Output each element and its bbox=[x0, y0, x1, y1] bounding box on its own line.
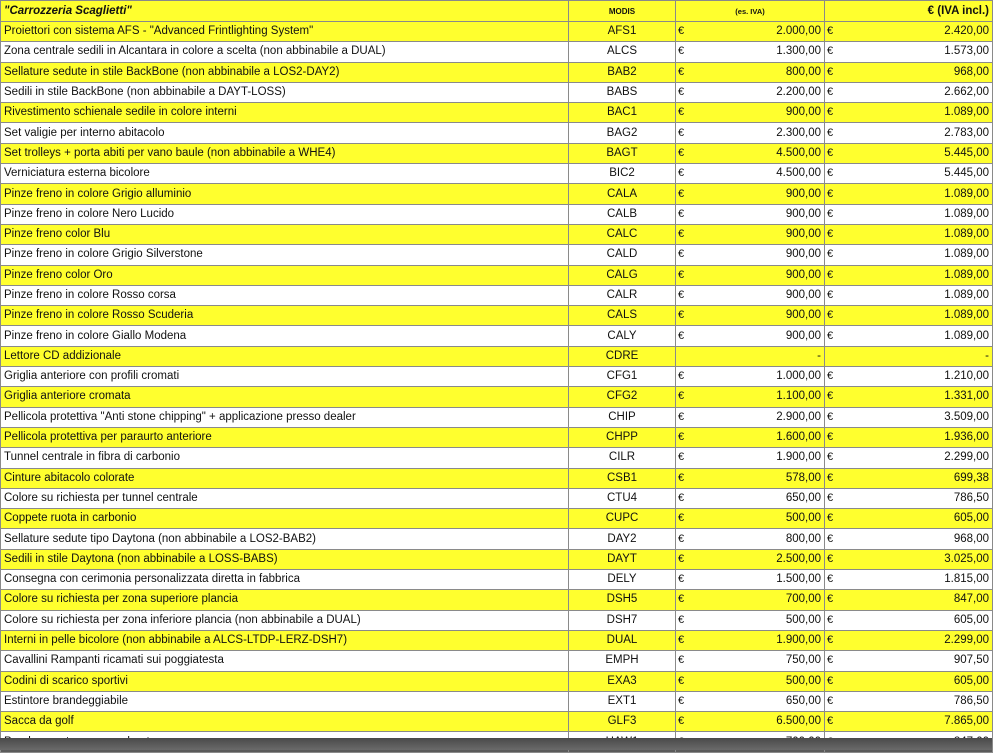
currency-symbol-net: € bbox=[676, 509, 688, 529]
price-gross: 1.089,00 bbox=[837, 306, 993, 326]
option-code: DELY bbox=[569, 570, 676, 590]
table-title: "Carrozzeria Scaglietti" bbox=[1, 1, 569, 22]
price-net: 900,00 bbox=[688, 103, 825, 123]
currency-symbol-net: € bbox=[676, 529, 688, 549]
option-code: CSB1 bbox=[569, 468, 676, 488]
option-code: CILR bbox=[569, 448, 676, 468]
table-row bbox=[1, 62, 993, 82]
table-row bbox=[1, 468, 993, 488]
price-gross: 3.025,00 bbox=[837, 549, 993, 569]
price-gross: 968,00 bbox=[837, 62, 993, 82]
currency-symbol-net: € bbox=[676, 285, 688, 305]
option-code: DAY2 bbox=[569, 529, 676, 549]
option-description: Lettore CD addizionale bbox=[1, 346, 569, 366]
price-net: 700,00 bbox=[688, 590, 825, 610]
table-row bbox=[1, 570, 993, 590]
table-row bbox=[1, 630, 993, 650]
option-description: Proiettori con sistema AFS - "Advanced Frintlighting System" bbox=[1, 22, 569, 42]
currency-symbol-net: € bbox=[676, 712, 688, 732]
currency-symbol-gross: € bbox=[825, 610, 837, 630]
currency-symbol-gross: € bbox=[825, 488, 837, 508]
table-row bbox=[1, 671, 993, 691]
column-header-price-net: (es. IVA) bbox=[676, 1, 825, 22]
currency-symbol-gross: € bbox=[825, 103, 837, 123]
currency-symbol-net: € bbox=[676, 184, 688, 204]
currency-symbol-gross: € bbox=[825, 42, 837, 62]
currency-symbol-net: € bbox=[676, 610, 688, 630]
price-net: 900,00 bbox=[688, 326, 825, 346]
option-code: BAG2 bbox=[569, 123, 676, 143]
price-gross: 847,00 bbox=[837, 590, 993, 610]
option-description: Pellicola protettiva "Anti stone chipping" + applicazione presso dealer bbox=[1, 407, 569, 427]
price-gross: 1.089,00 bbox=[837, 204, 993, 224]
currency-symbol-net: € bbox=[676, 488, 688, 508]
table-row bbox=[1, 103, 993, 123]
price-gross: 2.420,00 bbox=[837, 22, 993, 42]
price-gross: 1.089,00 bbox=[837, 326, 993, 346]
table-row bbox=[1, 143, 993, 163]
price-gross: 907,50 bbox=[837, 651, 993, 671]
option-description: Colore su richiesta per zona inferiore plancia (non abbinabile a DUAL) bbox=[1, 610, 569, 630]
price-net: - bbox=[688, 346, 825, 366]
price-net: 2.500,00 bbox=[688, 549, 825, 569]
currency-symbol-net: € bbox=[676, 387, 688, 407]
currency-symbol-gross: € bbox=[825, 164, 837, 184]
price-net: 500,00 bbox=[688, 671, 825, 691]
currency-symbol-gross: € bbox=[825, 407, 837, 427]
option-code: CALA bbox=[569, 184, 676, 204]
table-body bbox=[1, 22, 993, 753]
currency-symbol-net: € bbox=[676, 224, 688, 244]
price-net: 1.600,00 bbox=[688, 427, 825, 447]
price-gross: 1.089,00 bbox=[837, 224, 993, 244]
price-net: 1.300,00 bbox=[688, 42, 825, 62]
option-description: Tunnel centrale in fibra di carbonio bbox=[1, 448, 569, 468]
table-row bbox=[1, 285, 993, 305]
table-row bbox=[1, 346, 993, 366]
option-description: Pinze freno color Oro bbox=[1, 265, 569, 285]
table-row bbox=[1, 326, 993, 346]
currency-symbol-net: € bbox=[676, 651, 688, 671]
table-row bbox=[1, 123, 993, 143]
currency-symbol-gross: € bbox=[825, 570, 837, 590]
price-gross: 1.573,00 bbox=[837, 42, 993, 62]
table-row bbox=[1, 204, 993, 224]
currency-symbol-net: € bbox=[676, 42, 688, 62]
currency-symbol-gross: € bbox=[825, 590, 837, 610]
price-gross: 1.089,00 bbox=[837, 184, 993, 204]
currency-symbol-net: € bbox=[676, 103, 688, 123]
currency-symbol-gross: € bbox=[825, 630, 837, 650]
option-code: CALR bbox=[569, 285, 676, 305]
price-gross: 1.815,00 bbox=[837, 570, 993, 590]
option-code: BAGT bbox=[569, 143, 676, 163]
table-row bbox=[1, 427, 993, 447]
option-description: Pinze freno in colore Rosso Scuderia bbox=[1, 306, 569, 326]
option-description: Griglia anteriore con profili cromati bbox=[1, 367, 569, 387]
option-code: BAC1 bbox=[569, 103, 676, 123]
option-description: Codini di scarico sportivi bbox=[1, 671, 569, 691]
option-description: Consegna con cerimonia personalizzata diretta in fabbrica bbox=[1, 570, 569, 590]
currency-symbol-gross: € bbox=[825, 691, 837, 711]
option-description: Cavallini Rampanti ricamati sui poggiatesta bbox=[1, 651, 569, 671]
option-code: BIC2 bbox=[569, 164, 676, 184]
option-description: Cinture abitacolo colorate bbox=[1, 468, 569, 488]
table-row bbox=[1, 265, 993, 285]
currency-symbol-gross: € bbox=[825, 143, 837, 163]
price-net: 800,00 bbox=[688, 529, 825, 549]
option-description: Verniciatura esterna bicolore bbox=[1, 164, 569, 184]
price-gross: 5.445,00 bbox=[837, 164, 993, 184]
price-net: 1.000,00 bbox=[688, 367, 825, 387]
price-net: 900,00 bbox=[688, 224, 825, 244]
column-header-price-gross: € (IVA incl.) bbox=[825, 1, 993, 22]
currency-symbol-gross: € bbox=[825, 22, 837, 42]
currency-symbol-net: € bbox=[676, 123, 688, 143]
option-code: CALB bbox=[569, 204, 676, 224]
currency-symbol-net: € bbox=[676, 306, 688, 326]
table-row bbox=[1, 509, 993, 529]
table-row bbox=[1, 590, 993, 610]
currency-symbol-net: € bbox=[676, 570, 688, 590]
table-row bbox=[1, 42, 993, 62]
table-row bbox=[1, 306, 993, 326]
currency-symbol-gross: € bbox=[825, 285, 837, 305]
option-code: CALG bbox=[569, 265, 676, 285]
price-gross: 968,00 bbox=[837, 529, 993, 549]
option-code: CHPP bbox=[569, 427, 676, 447]
currency-symbol-gross: € bbox=[825, 204, 837, 224]
price-gross: 2.662,00 bbox=[837, 82, 993, 102]
table-row bbox=[1, 448, 993, 468]
price-net: 900,00 bbox=[688, 265, 825, 285]
currency-symbol-gross: € bbox=[825, 712, 837, 732]
price-net: 800,00 bbox=[688, 62, 825, 82]
table-row bbox=[1, 610, 993, 630]
option-code: ALCS bbox=[569, 42, 676, 62]
option-description: Coppete ruota in carbonio bbox=[1, 509, 569, 529]
currency-symbol-net: € bbox=[676, 448, 688, 468]
option-description: Colore su richiesta per zona superiore plancia bbox=[1, 590, 569, 610]
table-row bbox=[1, 367, 993, 387]
price-gross: 1.210,00 bbox=[837, 367, 993, 387]
option-description: Pinze freno in colore Nero Lucido bbox=[1, 204, 569, 224]
option-code: CFG1 bbox=[569, 367, 676, 387]
option-description: Pinze freno in colore Grigio Silverstone bbox=[1, 245, 569, 265]
price-gross: 5.445,00 bbox=[837, 143, 993, 163]
price-gross: 605,00 bbox=[837, 509, 993, 529]
table-row bbox=[1, 712, 993, 732]
currency-symbol-gross: € bbox=[825, 265, 837, 285]
screen-bottom-edge bbox=[0, 738, 992, 750]
currency-symbol-net: € bbox=[676, 62, 688, 82]
currency-symbol-net: € bbox=[676, 691, 688, 711]
table-row bbox=[1, 651, 993, 671]
currency-symbol-gross: € bbox=[825, 427, 837, 447]
currency-symbol-gross: € bbox=[825, 651, 837, 671]
table-row bbox=[1, 184, 993, 204]
price-gross: 1.936,00 bbox=[837, 427, 993, 447]
price-net: 1.100,00 bbox=[688, 387, 825, 407]
price-gross: - bbox=[837, 346, 993, 366]
price-net: 578,00 bbox=[688, 468, 825, 488]
currency-symbol-net: € bbox=[676, 427, 688, 447]
option-description: Sedili in stile Daytona (non abbinabile a LOSS-BABS) bbox=[1, 549, 569, 569]
price-net: 500,00 bbox=[688, 509, 825, 529]
option-code: CALD bbox=[569, 245, 676, 265]
option-code: BAB2 bbox=[569, 62, 676, 82]
currency-symbol-gross: € bbox=[825, 184, 837, 204]
table-header-row bbox=[1, 1, 993, 22]
option-description: Estintore brandeggiabile bbox=[1, 691, 569, 711]
price-gross: 1.089,00 bbox=[837, 245, 993, 265]
currency-symbol-gross: € bbox=[825, 448, 837, 468]
option-code: BABS bbox=[569, 82, 676, 102]
option-description: Interni in pelle bicolore (non abbinabile a ALCS-LTDP-LERZ-DSH7) bbox=[1, 630, 569, 650]
option-code: GLF3 bbox=[569, 712, 676, 732]
option-code: CTU4 bbox=[569, 488, 676, 508]
price-gross: 605,00 bbox=[837, 671, 993, 691]
price-net: 2.300,00 bbox=[688, 123, 825, 143]
table-row bbox=[1, 224, 993, 244]
option-code: CFG2 bbox=[569, 387, 676, 407]
option-code: CALY bbox=[569, 326, 676, 346]
option-description: Pinze freno in colore Giallo Modena bbox=[1, 326, 569, 346]
price-net: 900,00 bbox=[688, 245, 825, 265]
option-description: Sellature sedute in stile BackBone (non abbinabile a LOS2-DAY2) bbox=[1, 62, 569, 82]
currency-symbol-net: € bbox=[676, 407, 688, 427]
option-description: Griglia anteriore cromata bbox=[1, 387, 569, 407]
currency-symbol-gross: € bbox=[825, 367, 837, 387]
price-gross: 786,50 bbox=[837, 488, 993, 508]
price-net: 500,00 bbox=[688, 610, 825, 630]
price-net: 900,00 bbox=[688, 306, 825, 326]
price-gross: 2.299,00 bbox=[837, 630, 993, 650]
option-description: Pinze freno in colore Grigio alluminio bbox=[1, 184, 569, 204]
currency-symbol-gross: € bbox=[825, 224, 837, 244]
currency-symbol-gross: € bbox=[825, 387, 837, 407]
option-description: Pinze freno in colore Rosso corsa bbox=[1, 285, 569, 305]
currency-symbol-gross: € bbox=[825, 671, 837, 691]
currency-symbol-net: € bbox=[676, 82, 688, 102]
price-net: 4.500,00 bbox=[688, 143, 825, 163]
price-net: 6.500,00 bbox=[688, 712, 825, 732]
option-description: Sacca da golf bbox=[1, 712, 569, 732]
option-description: Sellature sedute tipo Daytona (non abbinabile a LOS2-BAB2) bbox=[1, 529, 569, 549]
currency-symbol-net: € bbox=[676, 630, 688, 650]
table-row bbox=[1, 387, 993, 407]
currency-symbol-net: € bbox=[676, 22, 688, 42]
currency-symbol-gross: € bbox=[825, 245, 837, 265]
price-net: 2.900,00 bbox=[688, 407, 825, 427]
price-net: 4.500,00 bbox=[688, 164, 825, 184]
option-description: Pellicola protettiva per paraurto anteriore bbox=[1, 427, 569, 447]
currency-symbol-gross: € bbox=[825, 549, 837, 569]
price-gross: 2.783,00 bbox=[837, 123, 993, 143]
table-row bbox=[1, 245, 993, 265]
currency-symbol-gross: € bbox=[825, 529, 837, 549]
option-code: CDRE bbox=[569, 346, 676, 366]
option-code: CUPC bbox=[569, 509, 676, 529]
option-code: DSH7 bbox=[569, 610, 676, 630]
currency-symbol-net: € bbox=[676, 326, 688, 346]
price-net: 900,00 bbox=[688, 204, 825, 224]
option-description: Rivestimento schienale sedile in colore interni bbox=[1, 103, 569, 123]
price-net: 1.500,00 bbox=[688, 570, 825, 590]
price-net: 1.900,00 bbox=[688, 630, 825, 650]
currency-symbol-gross: € bbox=[825, 123, 837, 143]
option-code: AFS1 bbox=[569, 22, 676, 42]
option-code: DAYT bbox=[569, 549, 676, 569]
price-net: 900,00 bbox=[688, 285, 825, 305]
option-description: Zona centrale sedili in Alcantara in colore a scelta (non abbinabile a DUAL) bbox=[1, 42, 569, 62]
currency-symbol-net: € bbox=[676, 164, 688, 184]
price-gross: 7.865,00 bbox=[837, 712, 993, 732]
option-code: EXT1 bbox=[569, 691, 676, 711]
price-gross: 1.331,00 bbox=[837, 387, 993, 407]
price-net: 2.200,00 bbox=[688, 82, 825, 102]
currency-symbol-gross: € bbox=[825, 468, 837, 488]
column-header-code: MODIS bbox=[569, 1, 676, 22]
currency-symbol-gross: € bbox=[825, 326, 837, 346]
price-net: 650,00 bbox=[688, 691, 825, 711]
table-row bbox=[1, 22, 993, 42]
table-row bbox=[1, 407, 993, 427]
currency-symbol-net: € bbox=[676, 204, 688, 224]
currency-symbol-net: € bbox=[676, 367, 688, 387]
currency-symbol-net: € bbox=[676, 265, 688, 285]
currency-symbol-net: € bbox=[676, 468, 688, 488]
option-description: Sedili in stile BackBone (non abbinabile a DAYT-LOSS) bbox=[1, 82, 569, 102]
price-net: 1.900,00 bbox=[688, 448, 825, 468]
option-description: Pinze freno color Blu bbox=[1, 224, 569, 244]
currency-symbol-net: € bbox=[676, 245, 688, 265]
price-net: 2.000,00 bbox=[688, 22, 825, 42]
price-gross: 1.089,00 bbox=[837, 285, 993, 305]
price-gross: 699,38 bbox=[837, 468, 993, 488]
option-code: CALS bbox=[569, 306, 676, 326]
table-row bbox=[1, 82, 993, 102]
currency-symbol-net: € bbox=[676, 590, 688, 610]
price-gross: 786,50 bbox=[837, 691, 993, 711]
option-code: CHIP bbox=[569, 407, 676, 427]
price-gross: 1.089,00 bbox=[837, 265, 993, 285]
price-gross: 605,00 bbox=[837, 610, 993, 630]
option-description: Colore su richiesta per tunnel centrale bbox=[1, 488, 569, 508]
currency-symbol-net: € bbox=[676, 143, 688, 163]
option-description: Set trolleys + porta abiti per vano baule (non abbinabile a WHE4) bbox=[1, 143, 569, 163]
currency-symbol-gross: € bbox=[825, 82, 837, 102]
table-row bbox=[1, 164, 993, 184]
currency-symbol-net bbox=[676, 346, 688, 366]
option-code: EXA3 bbox=[569, 671, 676, 691]
table-row bbox=[1, 488, 993, 508]
option-code: CALC bbox=[569, 224, 676, 244]
table-row bbox=[1, 691, 993, 711]
price-gross: 3.509,00 bbox=[837, 407, 993, 427]
table-row bbox=[1, 529, 993, 549]
option-code: EMPH bbox=[569, 651, 676, 671]
price-net: 900,00 bbox=[688, 184, 825, 204]
option-code: DSH5 bbox=[569, 590, 676, 610]
currency-symbol-gross bbox=[825, 346, 837, 366]
option-description: Set valigie per interno abitacolo bbox=[1, 123, 569, 143]
currency-symbol-gross: € bbox=[825, 306, 837, 326]
price-net: 750,00 bbox=[688, 651, 825, 671]
price-gross: 1.089,00 bbox=[837, 103, 993, 123]
currency-symbol-gross: € bbox=[825, 509, 837, 529]
currency-symbol-net: € bbox=[676, 549, 688, 569]
currency-symbol-net: € bbox=[676, 671, 688, 691]
price-gross: 2.299,00 bbox=[837, 448, 993, 468]
price-net: 650,00 bbox=[688, 488, 825, 508]
table-row bbox=[1, 549, 993, 569]
currency-symbol-gross: € bbox=[825, 62, 837, 82]
option-code: DUAL bbox=[569, 630, 676, 650]
